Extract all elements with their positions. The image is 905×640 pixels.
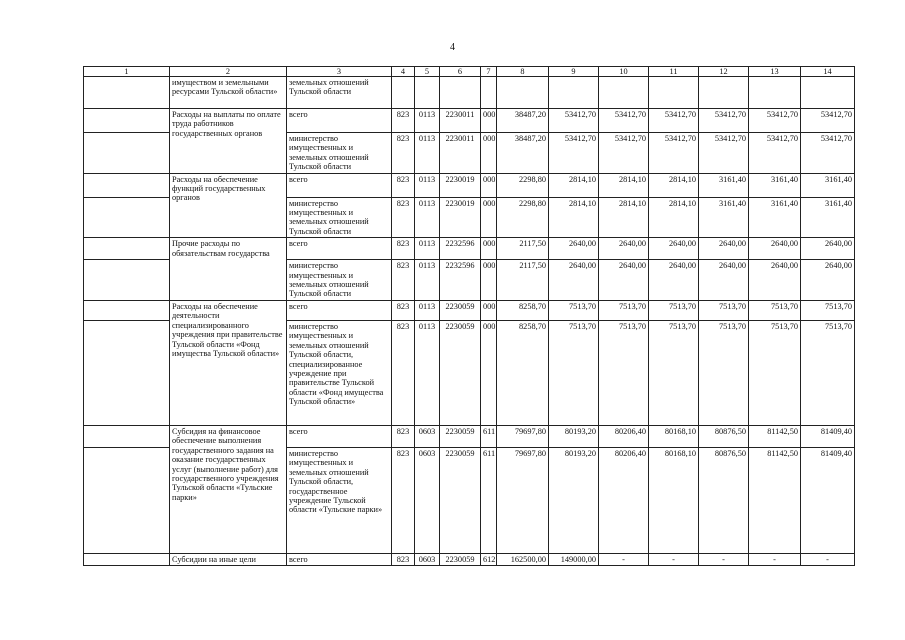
target-code: 2230059 <box>440 320 481 425</box>
target-code: 2230059 <box>440 300 481 320</box>
section-code: 0113 <box>415 238 440 260</box>
row-index-cell <box>84 320 170 425</box>
amount-cell: 2298,80 <box>497 197 549 238</box>
amount-cell: 7513,70 <box>801 300 855 320</box>
section-code: 0603 <box>415 425 440 447</box>
column-number: 9 <box>549 67 599 77</box>
amount-cell: 53412,70 <box>599 133 649 174</box>
expense-type-code: 000 <box>481 260 497 301</box>
continuation-row <box>84 77 855 109</box>
amount-cell: 80168,10 <box>649 447 699 553</box>
column-number: 5 <box>415 67 440 77</box>
recipient: всего <box>287 173 392 197</box>
amount-cell: 3161,40 <box>749 197 801 238</box>
amount-cell: 53412,70 <box>749 109 801 133</box>
column-number: 12 <box>699 67 749 77</box>
row-index-cell <box>84 425 170 447</box>
amount-cell: 149000,00 <box>549 553 599 565</box>
amount-cell: 53412,70 <box>549 133 599 174</box>
amount-cell: 80193,20 <box>549 447 599 553</box>
amount-cell: 53412,70 <box>801 109 855 133</box>
table-row <box>84 173 855 197</box>
amount-cell: 7513,70 <box>649 320 699 425</box>
row-index-cell <box>84 109 170 133</box>
amount-cell: 3161,40 <box>699 197 749 238</box>
amount-cell: 2640,00 <box>549 260 599 301</box>
amount-cell: - <box>599 553 649 565</box>
amount-cell: 2640,00 <box>749 238 801 260</box>
expense-name: Расходы на обеспечение деятельности специализированного учреждения при правительстве Тульской области «Фонд имущества Тульской области» <box>170 300 287 425</box>
row-index-cell <box>84 447 170 553</box>
amount-cell: 7513,70 <box>801 320 855 425</box>
column-number: 13 <box>749 67 801 77</box>
amount-cell: 80876,50 <box>699 447 749 553</box>
amount-cell: 8258,70 <box>497 300 549 320</box>
row-index-cell <box>84 553 170 565</box>
amount-cell: 53412,70 <box>549 109 599 133</box>
amount-cell: 2814,10 <box>549 197 599 238</box>
amount-cell: 2814,10 <box>649 173 699 197</box>
amount-cell: 53412,70 <box>801 133 855 174</box>
amount-cell: 38487,20 <box>497 133 549 174</box>
row-index-cell <box>84 260 170 301</box>
section-code: 0113 <box>415 197 440 238</box>
amount-cell: 38487,20 <box>497 109 549 133</box>
recipient: министерство имущественных и земельных отношений Тульской области, специализированное учреждение при правительстве Тульской области «Фонд имущества Тульской области» <box>287 320 392 425</box>
recipient: министерство имущественных и земельных отношений Тульской области <box>287 197 392 238</box>
column-number: 6 <box>440 67 481 77</box>
amount-cell: 80193,20 <box>549 425 599 447</box>
expense-name: Субсидии на иные цели <box>170 553 287 565</box>
row-index-cell <box>84 300 170 320</box>
expense-name: имуществом и земельными ресурсами Тульской области» <box>170 77 287 109</box>
section-code: 0113 <box>415 260 440 301</box>
ministry-code: 823 <box>392 553 415 565</box>
column-number-row <box>84 67 855 77</box>
column-number: 1 <box>84 67 170 77</box>
column-number: 10 <box>599 67 649 77</box>
recipient: министерство имущественных и земельных отношений Тульской области <box>287 133 392 174</box>
amount-cell: 2640,00 <box>749 260 801 301</box>
section-code: 0113 <box>415 320 440 425</box>
amount-cell: 7513,70 <box>699 320 749 425</box>
target-code: 2230059 <box>440 447 481 553</box>
ministry-code: 823 <box>392 238 415 260</box>
table-row <box>84 300 855 320</box>
recipient: всего <box>287 553 392 565</box>
target-code: 2230059 <box>440 425 481 447</box>
table-row <box>84 425 855 447</box>
amount-cell: 2640,00 <box>549 238 599 260</box>
amount-cell: 53412,70 <box>699 109 749 133</box>
recipient: всего <box>287 109 392 133</box>
amount-cell: 8258,70 <box>497 320 549 425</box>
expense-name: Расходы на обеспечение функций государственных органов <box>170 173 287 238</box>
amount-cell: 53412,70 <box>649 109 699 133</box>
recipient: всего <box>287 238 392 260</box>
amount-cell: 3161,40 <box>801 197 855 238</box>
row-index-cell <box>84 238 170 260</box>
target-code: 2230011 <box>440 109 481 133</box>
amount-cell: 2640,00 <box>801 238 855 260</box>
expense-name: Субсидия на финансовое обеспечение выполнения государственного задания на оказание государственных услуг (выполнение работ) для государственного учреждения Тульской области «Тульские парки» <box>170 425 287 553</box>
column-number: 8 <box>497 67 549 77</box>
amount-cell: 2640,00 <box>699 260 749 301</box>
amount-cell: 2814,10 <box>649 197 699 238</box>
amount-cell: 7513,70 <box>599 320 649 425</box>
ministry-code: 823 <box>392 300 415 320</box>
amount-cell: 7513,70 <box>749 320 801 425</box>
column-number: 11 <box>649 67 699 77</box>
expense-type-code: 000 <box>481 133 497 174</box>
section-code: 0113 <box>415 109 440 133</box>
amount-cell: 81142,50 <box>749 425 801 447</box>
expense-type-code: 000 <box>481 173 497 197</box>
amount-cell: 7513,70 <box>549 320 599 425</box>
expense-type-code: 000 <box>481 320 497 425</box>
table-row <box>84 238 855 260</box>
amount-cell: 53412,70 <box>599 109 649 133</box>
row-index-cell <box>84 197 170 238</box>
budget-table <box>83 66 855 566</box>
section-code: 0113 <box>415 133 440 174</box>
ministry-code: 823 <box>392 109 415 133</box>
column-number: 7 <box>481 67 497 77</box>
row-index-cell <box>84 133 170 174</box>
amount-cell: 80168,10 <box>649 425 699 447</box>
amount-cell: 2640,00 <box>599 238 649 260</box>
amount-cell: - <box>749 553 801 565</box>
expense-name: Прочие расходы по обязательствам государства <box>170 238 287 301</box>
amount-cell: 53412,70 <box>649 133 699 174</box>
ministry-code: 823 <box>392 447 415 553</box>
ministry-code: 823 <box>392 425 415 447</box>
section-code: 0113 <box>415 173 440 197</box>
amount-cell: 2814,10 <box>549 173 599 197</box>
amount-cell: 2640,00 <box>801 260 855 301</box>
expense-type-code: 611 <box>481 425 497 447</box>
amount-cell: - <box>649 553 699 565</box>
expense-type-code: 611 <box>481 447 497 553</box>
amount-cell: 53412,70 <box>699 133 749 174</box>
amount-cell: - <box>699 553 749 565</box>
recipient: земельных отношений Тульской области <box>287 77 392 109</box>
amount-cell: 79697,80 <box>497 447 549 553</box>
ministry-code: 823 <box>392 173 415 197</box>
column-number: 4 <box>392 67 415 77</box>
expense-name: Расходы на выплаты по оплате труда работников государственных органов <box>170 109 287 174</box>
page-number: 4 <box>450 42 455 53</box>
expense-type-code: 000 <box>481 300 497 320</box>
amount-cell: 2640,00 <box>649 238 699 260</box>
recipient: всего <box>287 425 392 447</box>
amount-cell: 53412,70 <box>749 133 801 174</box>
column-number: 3 <box>287 67 392 77</box>
target-code: 2232596 <box>440 238 481 260</box>
expense-type-code: 000 <box>481 109 497 133</box>
amount-cell: 2298,80 <box>497 173 549 197</box>
amount-cell: 79697,80 <box>497 425 549 447</box>
amount-cell: 80876,50 <box>699 425 749 447</box>
section-code: 0603 <box>415 553 440 565</box>
amount-cell: 80206,40 <box>599 425 649 447</box>
expense-type-code: 612 <box>481 553 497 565</box>
target-code: 2232596 <box>440 260 481 301</box>
amount-cell: 81409,40 <box>801 425 855 447</box>
amount-cell: - <box>801 553 855 565</box>
expense-type-code: 000 <box>481 197 497 238</box>
amount-cell: 3161,40 <box>801 173 855 197</box>
ministry-code: 823 <box>392 320 415 425</box>
recipient: всего <box>287 300 392 320</box>
amount-cell: 2640,00 <box>599 260 649 301</box>
amount-cell: 7513,70 <box>599 300 649 320</box>
ministry-code: 823 <box>392 260 415 301</box>
amount-cell: 7513,70 <box>649 300 699 320</box>
amount-cell: 7513,70 <box>699 300 749 320</box>
amount-cell: 81409,40 <box>801 447 855 553</box>
amount-cell: 2117,50 <box>497 260 549 301</box>
ministry-code: 823 <box>392 133 415 174</box>
amount-cell: 80206,40 <box>599 447 649 553</box>
amount-cell: 3161,40 <box>699 173 749 197</box>
target-code: 2230059 <box>440 553 481 565</box>
table-row <box>84 109 855 133</box>
recipient: министерство имущественных и земельных отношений Тульской области <box>287 260 392 301</box>
amount-cell: 162500,00 <box>497 553 549 565</box>
section-code: 0603 <box>415 447 440 553</box>
ministry-code: 823 <box>392 197 415 238</box>
recipient: министерство имущественных и земельных отношений Тульской области, государственное учреждение Тульской области «Тульские парки» <box>287 447 392 553</box>
amount-cell: 2814,10 <box>599 173 649 197</box>
target-code: 2230019 <box>440 197 481 238</box>
target-code: 2230011 <box>440 133 481 174</box>
amount-cell: 7513,70 <box>549 300 599 320</box>
target-code: 2230019 <box>440 173 481 197</box>
amount-cell: 3161,40 <box>749 173 801 197</box>
amount-cell: 2814,10 <box>599 197 649 238</box>
amount-cell: 2640,00 <box>649 260 699 301</box>
amount-cell: 2117,50 <box>497 238 549 260</box>
table-row <box>84 553 855 565</box>
column-number: 14 <box>801 67 855 77</box>
expense-type-code: 000 <box>481 238 497 260</box>
row-index-cell <box>84 173 170 197</box>
amount-cell: 7513,70 <box>749 300 801 320</box>
amount-cell: 81142,50 <box>749 447 801 553</box>
section-code: 0113 <box>415 300 440 320</box>
amount-cell: 2640,00 <box>699 238 749 260</box>
column-number: 2 <box>170 67 287 77</box>
